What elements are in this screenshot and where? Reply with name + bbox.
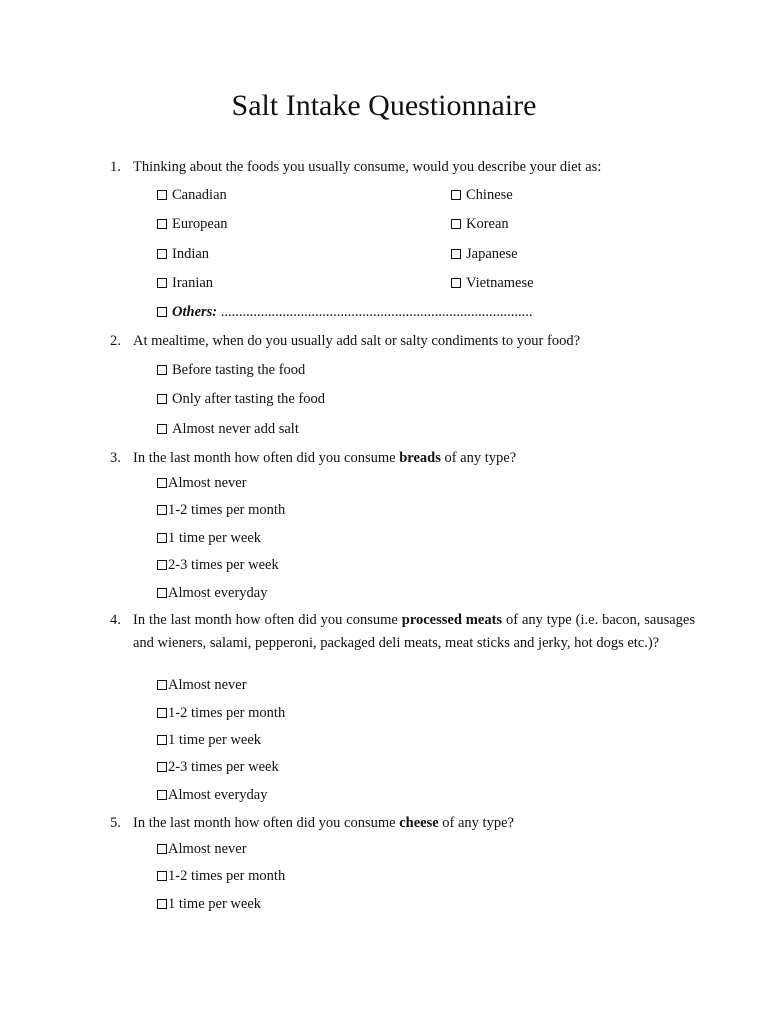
option-almost-never[interactable] xyxy=(157,839,247,859)
checkbox[interactable] xyxy=(157,680,167,690)
checkbox[interactable] xyxy=(157,307,167,317)
option-label: Almost never add salt xyxy=(172,421,299,437)
question-text: In the last month how often did you consume breads of any type? xyxy=(133,450,517,466)
option-others[interactable] xyxy=(157,302,533,322)
option-label: Iranian xyxy=(172,275,214,291)
option-label: Before tasting the food xyxy=(172,362,306,378)
checkbox[interactable] xyxy=(157,844,167,854)
others-blank-line[interactable]: ...................................................................................... xyxy=(220,304,533,320)
option-1-per-week[interactable] xyxy=(157,528,261,548)
checkbox[interactable] xyxy=(157,424,167,434)
checkbox[interactable] xyxy=(157,219,167,229)
option-almost-never[interactable] xyxy=(157,675,247,695)
checkbox[interactable] xyxy=(157,560,167,570)
option-label: Indian xyxy=(172,246,210,262)
option-1-2-per-month[interactable] xyxy=(157,866,285,886)
checkbox[interactable] xyxy=(451,219,461,229)
option-label: 1-2 times per month xyxy=(168,868,286,884)
option-1-2-per-month[interactable] xyxy=(157,500,285,520)
option-label: Japanese xyxy=(466,246,518,262)
checkbox[interactable] xyxy=(157,735,167,745)
option-2-3-per-week[interactable] xyxy=(157,757,279,777)
checkbox[interactable] xyxy=(451,278,461,288)
checkbox[interactable] xyxy=(157,505,167,515)
question-text: At mealtime, when do you usually add salt or salty condiments to your food? xyxy=(133,333,581,349)
option-almost-everyday[interactable] xyxy=(157,785,267,805)
option-almost-never[interactable] xyxy=(157,473,247,493)
option-label: Almost everyday xyxy=(168,585,268,601)
option-iranian[interactable] xyxy=(157,273,213,293)
checkbox[interactable] xyxy=(157,190,167,200)
question-number: 4. xyxy=(110,612,121,628)
option-label: 2-3 times per week xyxy=(168,759,279,775)
option-label: Korean xyxy=(466,216,509,232)
emphasis-processed-meats: processed meats xyxy=(401,612,503,628)
checkbox[interactable] xyxy=(157,708,167,718)
option-label: Almost never xyxy=(168,841,247,857)
checkbox[interactable] xyxy=(157,249,167,259)
checkbox[interactable] xyxy=(157,478,167,488)
question-number: 5. xyxy=(110,815,121,831)
option-label: Only after tasting the food xyxy=(172,391,326,407)
option-label: 2-3 times per week xyxy=(168,557,279,573)
emphasis-cheese: cheese xyxy=(399,815,439,831)
question-text: In the last month how often did you consume processed meats of any type (i.e. bacon, sausages and wieners, salami, pepperoni, packaged deli meats, meat sticks and jerky, hot dogs etc.)? xyxy=(133,612,695,651)
option-label: 1 time per week xyxy=(168,896,262,912)
option-japanese[interactable] xyxy=(451,244,518,264)
checkbox[interactable] xyxy=(157,365,167,375)
emphasis-breads: breads xyxy=(399,450,441,466)
option-label: 1 time per week xyxy=(168,530,262,546)
option-2-3-per-week[interactable] xyxy=(157,555,279,575)
page-title: Salt Intake Questionnaire xyxy=(231,89,537,122)
option-1-per-week[interactable] xyxy=(157,894,261,914)
question-number: 2. xyxy=(110,333,121,349)
option-1-2-per-month[interactable] xyxy=(157,703,285,723)
others-label: Others: xyxy=(172,304,218,320)
checkbox[interactable] xyxy=(157,533,167,543)
question-number: 3. xyxy=(110,450,121,466)
option-label: Canadian xyxy=(172,187,227,203)
option-label: Chinese xyxy=(466,187,513,203)
question-text: In the last month how often did you consume cheese of any type? xyxy=(133,815,514,831)
checkbox[interactable] xyxy=(157,762,167,772)
option-label: European xyxy=(172,216,228,232)
option-label: 1-2 times per month xyxy=(168,502,286,518)
checkbox[interactable] xyxy=(157,394,167,404)
question-number: 1. xyxy=(110,159,121,175)
checkbox[interactable] xyxy=(157,278,167,288)
option-label: Almost everyday xyxy=(168,787,268,803)
option-european[interactable] xyxy=(157,214,228,234)
option-canadian[interactable] xyxy=(157,185,227,205)
option-label: 1-2 times per month xyxy=(168,705,286,721)
option-label: Vietnamese xyxy=(466,275,534,291)
option-label: Almost never xyxy=(168,475,247,491)
option-indian[interactable] xyxy=(157,244,209,264)
option-almost-everyday[interactable] xyxy=(157,583,267,603)
checkbox[interactable] xyxy=(157,899,167,909)
option-label: 1 time per week xyxy=(168,732,262,748)
option-chinese[interactable] xyxy=(451,185,513,205)
option-before-tasting[interactable] xyxy=(157,360,305,380)
option-vietnamese[interactable] xyxy=(451,273,534,293)
checkbox[interactable] xyxy=(157,871,167,881)
option-1-per-week[interactable] xyxy=(157,730,261,750)
option-never-add-salt[interactable] xyxy=(157,419,299,439)
option-label: Almost never xyxy=(168,677,247,693)
option-korean[interactable] xyxy=(451,214,509,234)
checkbox[interactable] xyxy=(451,190,461,200)
checkbox[interactable] xyxy=(451,249,461,259)
checkbox[interactable] xyxy=(157,588,167,598)
option-after-tasting[interactable] xyxy=(157,389,325,409)
question-text: Thinking about the foods you usually consume, would you describe your diet as: xyxy=(133,159,602,175)
checkbox[interactable] xyxy=(157,790,167,800)
